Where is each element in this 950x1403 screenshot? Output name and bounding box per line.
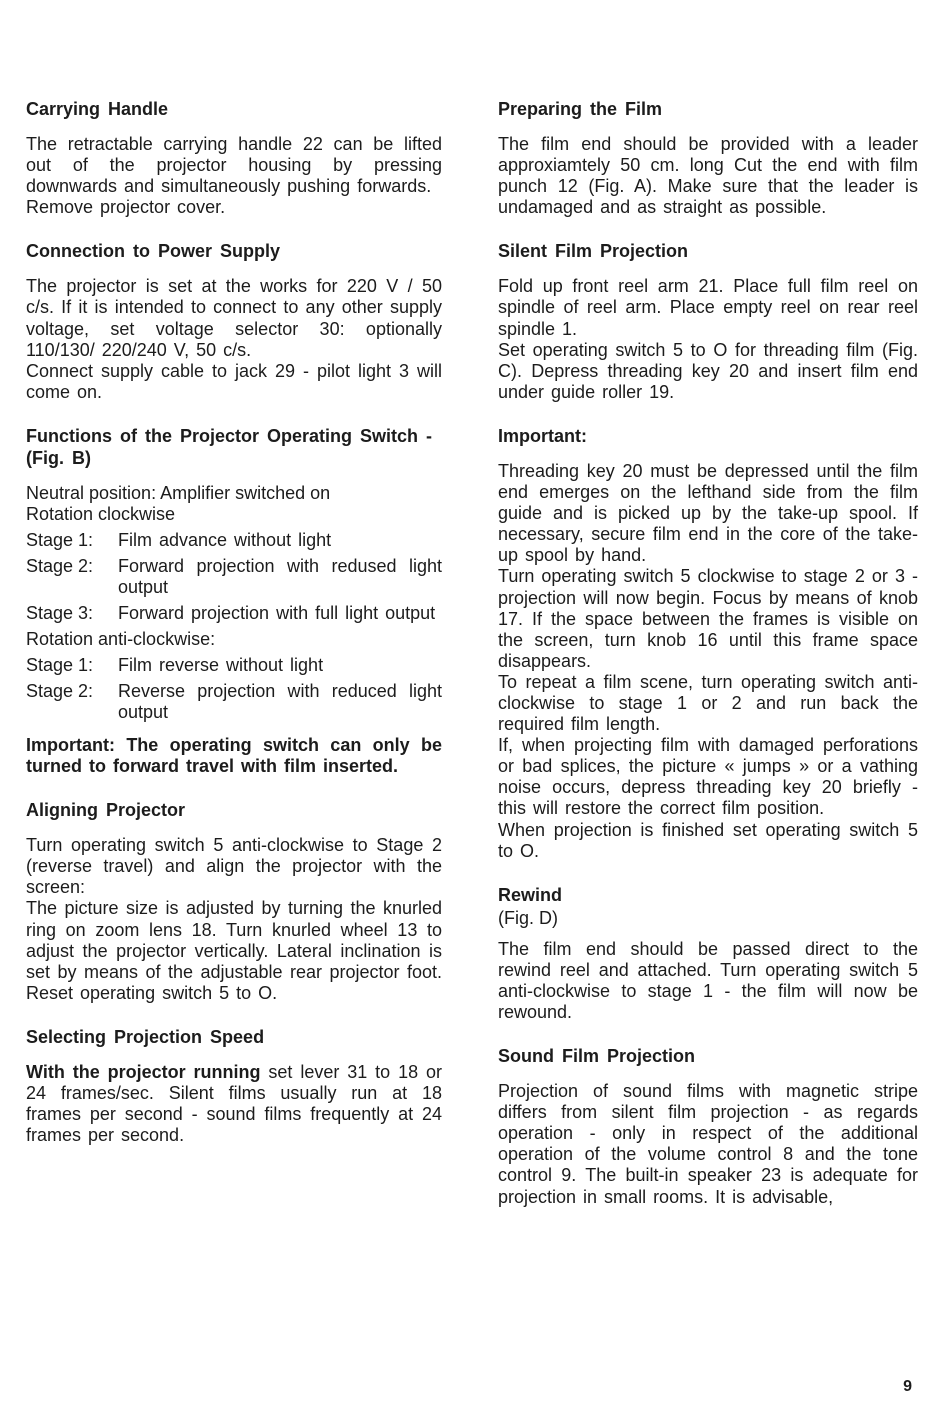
section-important bbox=[498, 425, 918, 862]
heading-important: Important: bbox=[498, 425, 587, 446]
heading-sound-projection: Sound Film Projection bbox=[498, 1046, 696, 1067]
important-text-2: Turn operating switch 5 clockwise to stage 2 or 3 - projection will now begin. Focus by means of knob 17. If the space between the frames is visible on the screen, turn knob 16 until this frame space disappears. bbox=[498, 566, 918, 671]
carrying-handle-text-2: Remove projector cover. bbox=[26, 197, 226, 218]
right-column bbox=[498, 98, 918, 1230]
heading-power-supply: Connection to Power Supply bbox=[26, 241, 281, 262]
stage-item bbox=[26, 603, 442, 624]
silent-projection-text: Fold up front reel arm 21. Place full film reel on spindle of reel arm. Place empty reel on rear reel spindle 1. bbox=[498, 276, 918, 339]
stage-item bbox=[26, 655, 442, 676]
stage-item bbox=[26, 530, 442, 551]
stage-item bbox=[26, 556, 442, 598]
aligning-text-2: The picture size is adjusted by turning the knurled ring on zoom lens 18. Turn knurled wheel 13 to adjust the projector vertically. Lateral inclination is set by means of the adjustable rear projector foot. Reset operating switch 5 to O. bbox=[26, 898, 442, 1003]
heading-switch-functions: Functions of the Projector Operating Switch - (Fig. B) bbox=[26, 425, 433, 468]
stage-text: Reverse projection with reduced light output bbox=[118, 680, 442, 722]
section-projection-speed bbox=[26, 1026, 442, 1146]
section-power-supply bbox=[26, 240, 442, 403]
heading-silent-projection: Silent Film Projection bbox=[498, 241, 689, 262]
neutral-position: Neutral position: Amplifier switched on bbox=[26, 482, 331, 503]
important-note-switch: Important: The operating switch can only be turned to forward travel with film inserted. bbox=[26, 734, 442, 777]
section-preparing-film bbox=[498, 98, 918, 218]
speed-body: set lever 31 to 18 or 24 frames/sec. Silent films usually run at 18 frames per second - sound films frequently at 24 frames per second. bbox=[26, 1061, 442, 1146]
rewind-text: The film end should be passed direct to the rewind reel and attached. Turn operating switch 5 anti-clockwise to stage 1 - the film will now be rewound. bbox=[498, 938, 918, 1022]
preparing-film-text: The film end should be provided with a leader approxiamtely 50 cm. long Cut the end with film punch 12 (Fig. A). Make sure that the leader is undamaged and as straight as possible. bbox=[498, 134, 918, 218]
section-switch-functions bbox=[26, 425, 442, 777]
heading-rewind: Rewind bbox=[498, 884, 563, 905]
important-text-5: When projection is finished set operating switch 5 to O. bbox=[498, 819, 918, 861]
stage-text: Forward projection with full light output bbox=[118, 602, 436, 623]
stage-item bbox=[26, 681, 442, 723]
stage-label: Stage 2: bbox=[26, 680, 94, 701]
heading-carrying-handle: Carrying Handle bbox=[26, 99, 169, 119]
heading-preparing-film: Preparing the Film bbox=[498, 99, 663, 119]
left-column bbox=[26, 98, 442, 1168]
section-sound-projection bbox=[498, 1045, 918, 1208]
important-text-3: To repeat a film scene, turn operating switch anti-clockwise to stage 1 or 2 and run back the required film length. bbox=[498, 671, 918, 735]
stage-text: Film reverse without light bbox=[118, 654, 324, 675]
power-supply-text: The projector is set at the works for 220 V / 50 c/s. If it is intended to connect to any other supply voltage, set voltage selector 30: optionally 110/130/ 220/240 V, 50 c/s. bbox=[26, 276, 442, 360]
projection-speed-text bbox=[26, 1062, 442, 1146]
sound-projection-text: Projection of sound films with magnetic stripe differs from silent film projection - as regards operation - only in respect of the additional operation of the volume control 8 and the tone control 9. The built-in speaker 23 is adequate for projection in small rooms. It is advisable, bbox=[498, 1081, 918, 1207]
stage-label: Stage 1: bbox=[26, 654, 94, 675]
section-aligning-projector bbox=[26, 799, 442, 1004]
aligning-text: Turn operating switch 5 anti-clockwise to Stage 2 (reverse travel) and align the projector with the screen: bbox=[26, 835, 442, 898]
rewind-figure-ref: (Fig. D) bbox=[498, 907, 558, 928]
stage-text: Forward projection with redused light output bbox=[118, 555, 442, 597]
important-text-1: Threading key 20 must be depressed until the film end emerges on the lefthand side from the film guide and is picked up by the take-up spool. If necessary, secure film end in the core of the take-up spool by hand. bbox=[498, 460, 918, 566]
section-silent-projection bbox=[498, 240, 918, 403]
power-supply-text-2: Connect supply cable to jack 29 - pilot light 3 will come on. bbox=[26, 360, 442, 402]
rotation-clockwise: Rotation clockwise bbox=[26, 503, 176, 524]
stage-label: Stage 1: bbox=[26, 529, 94, 550]
heading-aligning-projector: Aligning Projector bbox=[26, 800, 186, 821]
heading-projection-speed: Selecting Projection Speed bbox=[26, 1026, 265, 1047]
silent-projection-text-2: Set operating switch 5 to O for threading film (Fig. C). Depress threading key 20 and insert film end under guide roller 19. bbox=[498, 339, 918, 402]
important-text-4: If, when projecting film with damaged perforations or bad splices, the picture « jumps » or a vathing noise occurs, depress threading key 20 briefly - this will restore the correct film position. bbox=[498, 735, 918, 819]
carrying-handle-text: The retractable carrying handle 22 can be lifted out of the projector housing by pressing downwards and simultaneously pushing forwards. bbox=[26, 134, 442, 197]
stage-text: Film advance without light bbox=[118, 529, 332, 550]
stage-label: Stage 2: bbox=[26, 555, 94, 576]
page-number: 9 bbox=[903, 1378, 912, 1395]
stage-label: Stage 3: bbox=[26, 602, 94, 623]
speed-lead: With the projector running bbox=[26, 1061, 261, 1082]
rotation-anticlockwise: Rotation anti-clockwise: bbox=[26, 628, 216, 649]
section-rewind bbox=[498, 884, 918, 1023]
section-carrying-handle bbox=[26, 98, 442, 218]
